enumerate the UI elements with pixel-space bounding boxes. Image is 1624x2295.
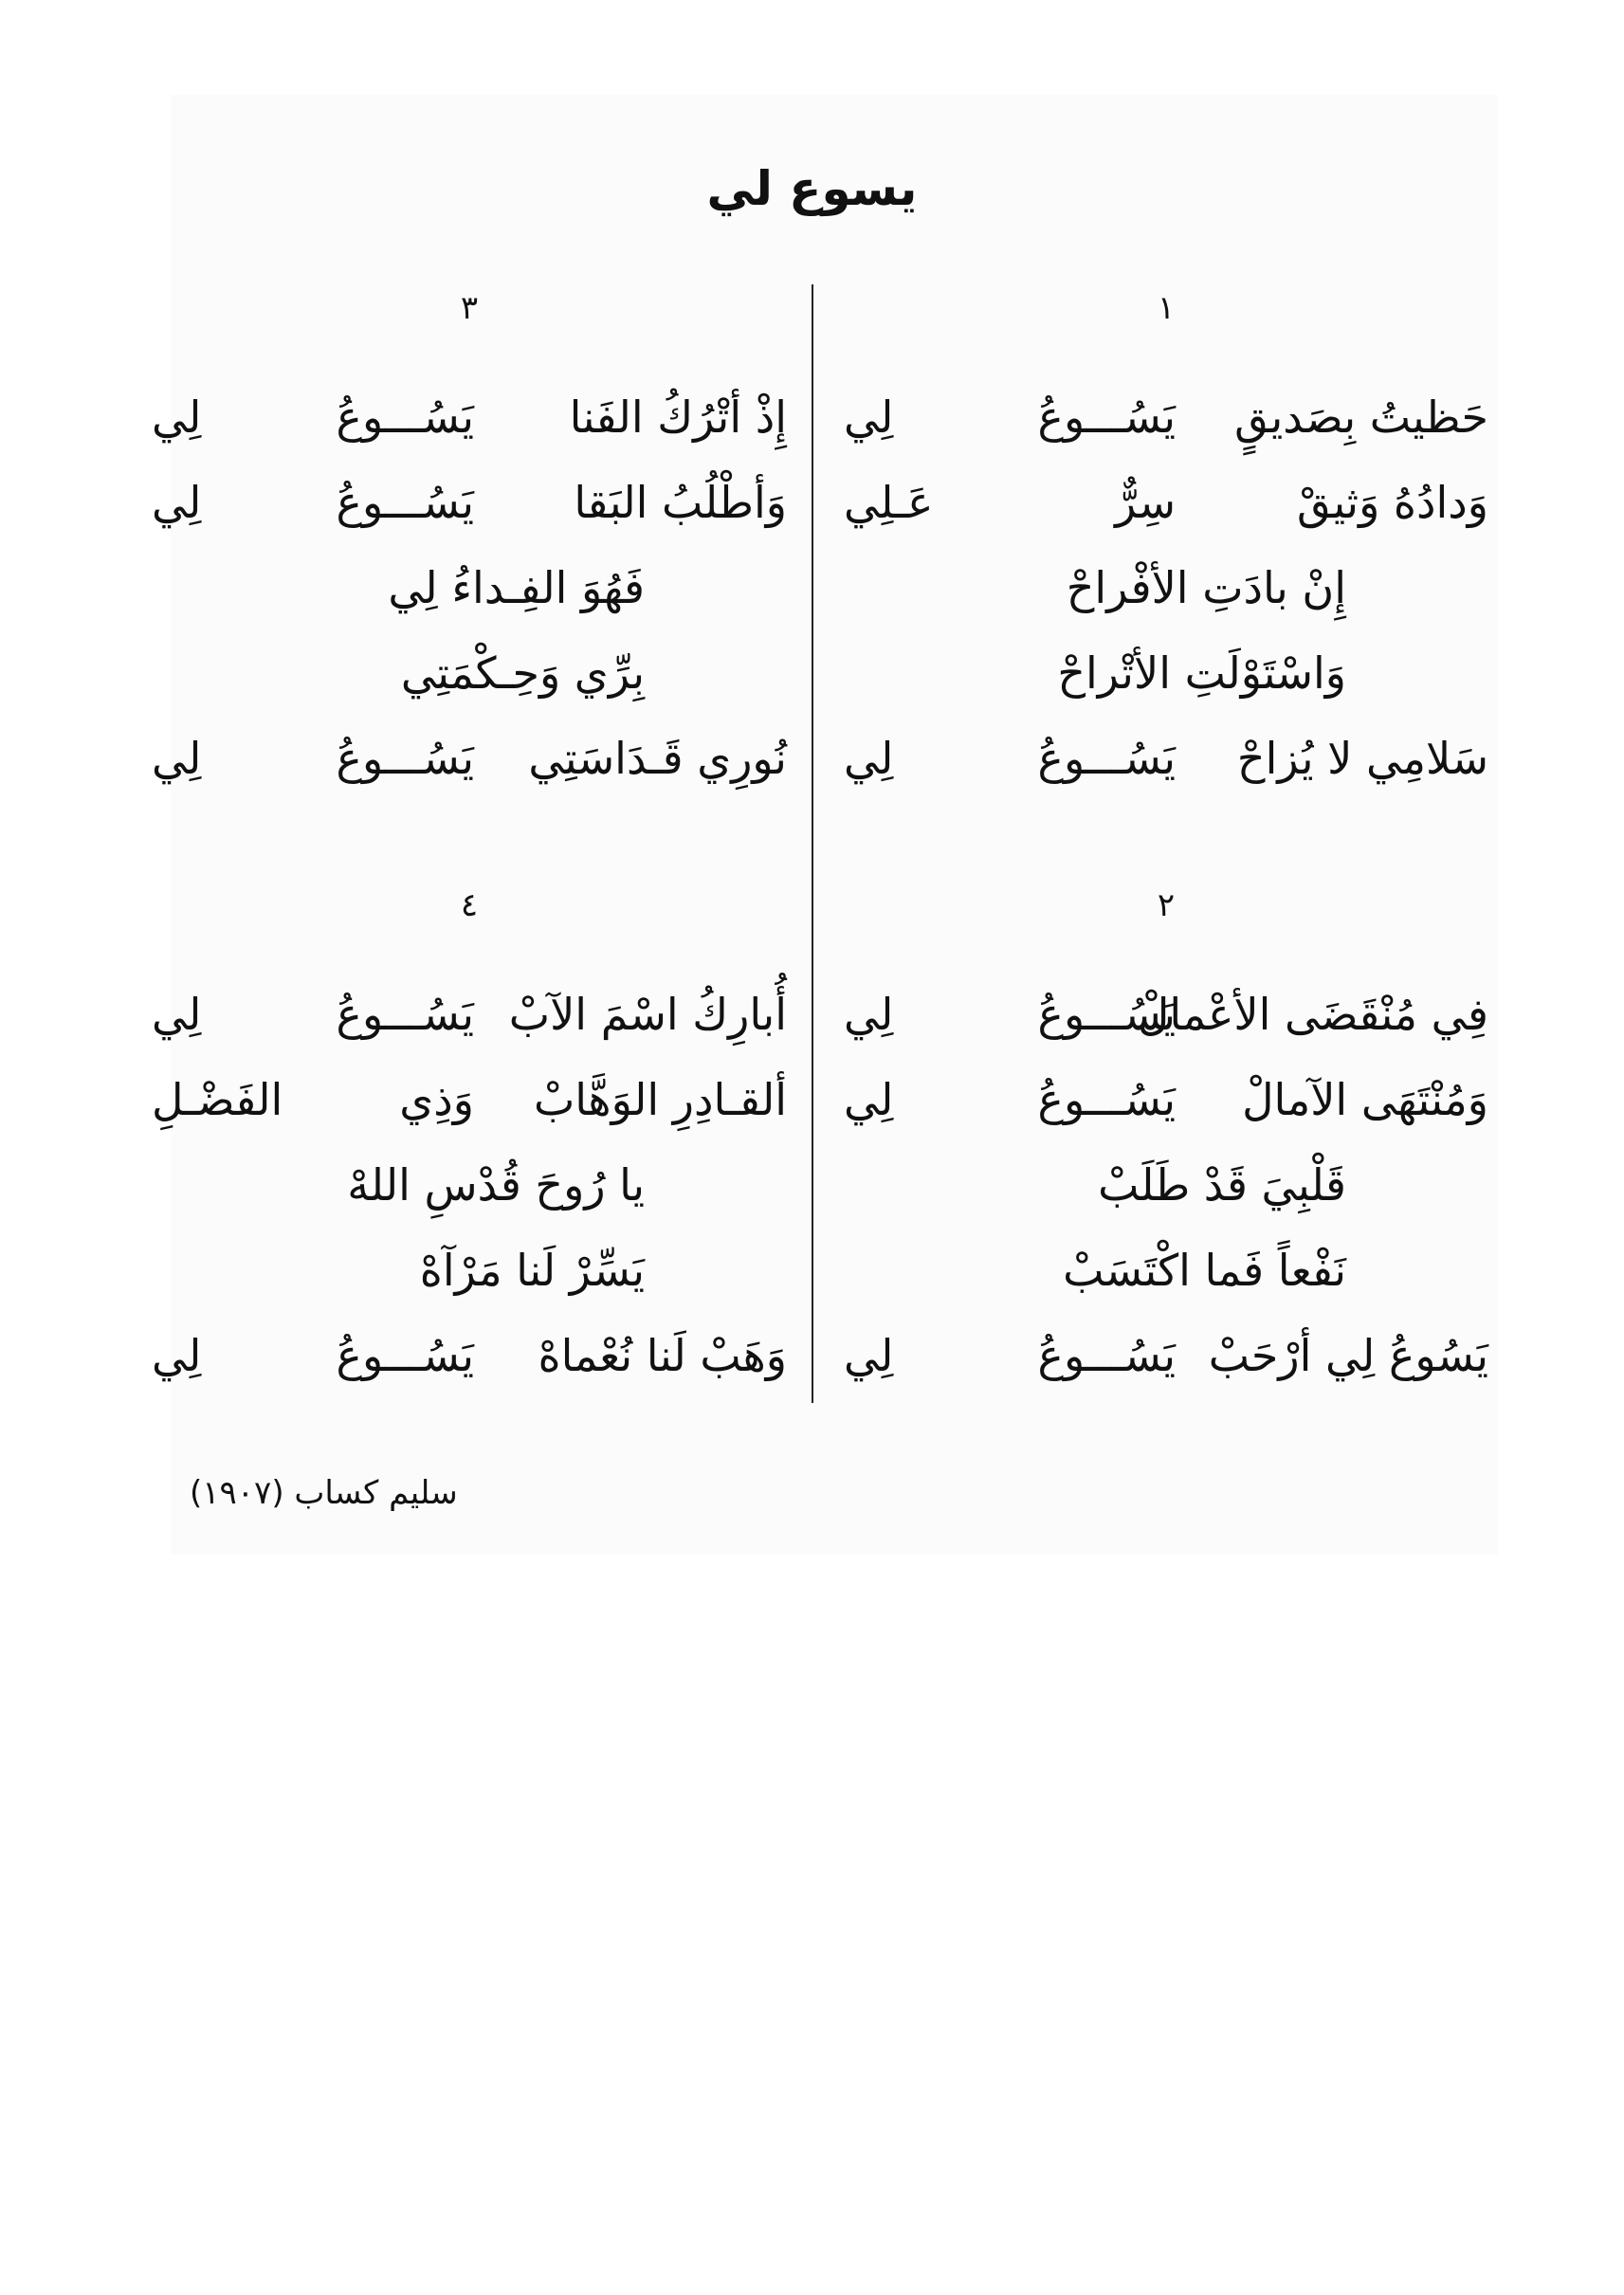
stanza-2 <box>844 886 1488 1417</box>
verse-text: وَاسْتَوْلَتِ الأتْراحْ <box>1057 647 1346 699</box>
verse-text: وَمُنْتَهَى الآمالْ <box>1242 1074 1488 1125</box>
stanza-number: ٣ <box>460 289 479 327</box>
verse-text: حَظيتُ بِصَديقٍ <box>1234 392 1488 443</box>
verse-refrain: يَسُـــوعُ <box>1037 392 1176 443</box>
verse-refrain: يَسُـــوعُ <box>336 392 474 443</box>
verse-line <box>844 981 1488 1047</box>
verse-line <box>152 725 787 792</box>
verse-text: يَسِّرْ لَنا مَرْآهْ <box>419 1245 645 1296</box>
verse-ending: لِي <box>152 477 202 528</box>
stanza-number: ٢ <box>1157 886 1176 924</box>
stanza-4 <box>152 886 787 1417</box>
verse-ending: لِي <box>152 733 202 784</box>
verse-text: أُبارِكُ اسْمَ الآبْ <box>508 989 787 1040</box>
verse-text: فَهُوَ الفِـداءُ لِي <box>388 562 645 613</box>
verse-refrain: يَسُـــوعُ <box>1037 1330 1176 1381</box>
verse-refrain: يَسُـــوعُ <box>1037 989 1176 1040</box>
verse-text: نُورِي قَـدَاسَتِي <box>528 733 787 784</box>
author-attribution: سليم كساب (١٩٠٧) <box>190 1474 458 1512</box>
stanza-number: ١ <box>1157 289 1176 327</box>
verse-line <box>844 725 1488 792</box>
verse-ending: عَـلِي <box>844 477 934 528</box>
verse-text: وَهَبْ لَنا نُعْماهْ <box>538 1330 787 1381</box>
verse-refrain: سِرٌّ <box>1115 477 1176 528</box>
stanza-number: ٤ <box>460 886 479 924</box>
verse-text: إِنْ بادَتِ الأفْراحْ <box>1066 562 1346 613</box>
verse-line <box>844 640 1488 706</box>
verse-text: نَفْعاً فَما اكْتَسَبْ <box>1063 1245 1346 1296</box>
verse-text: وَأطْلُبُ البَقا <box>574 477 787 528</box>
verse-text: فِي مُنْقَضَى الأعْمالْ <box>1137 989 1488 1040</box>
verse-refrain: يَسُـــوعُ <box>1037 1074 1176 1125</box>
verse-refrain: يَسُـــوعُ <box>336 477 474 528</box>
column-divider <box>812 284 813 1403</box>
verse-refrain: يَسُـــوعُ <box>336 1330 474 1381</box>
verse-text: إِذْ أتْرُكُ الفَنا <box>569 392 787 443</box>
hymn-title: يسوع لي <box>706 161 918 216</box>
verse-line <box>152 384 787 450</box>
verse-line <box>152 555 787 621</box>
verse-line <box>152 981 787 1047</box>
verse-ending: لِي <box>844 1330 894 1381</box>
verse-refrain: يَسُـــوعُ <box>336 989 474 1040</box>
verse-refrain: يَسُـــوعُ <box>1037 733 1176 784</box>
verse-line <box>152 1066 787 1133</box>
verse-line <box>844 1066 1488 1133</box>
verse-ending: لِي <box>152 989 202 1040</box>
verse-line <box>844 1237 1488 1303</box>
verse-refrain: يَسُـــوعُ <box>336 733 474 784</box>
verse-line <box>152 640 787 706</box>
stanza-3 <box>152 289 787 820</box>
verse-text: وَدادُهُ وَثيقْ <box>1297 477 1488 528</box>
verse-ending: لِي <box>844 392 894 443</box>
verse-line <box>152 1152 787 1218</box>
verse-line <box>152 1322 787 1389</box>
verse-text: يا رُوحَ قُدْسِ اللهْ <box>347 1159 645 1211</box>
verse-line <box>152 469 787 536</box>
verse-line <box>844 1152 1488 1218</box>
verse-ending: لِي <box>152 1330 202 1381</box>
verse-line <box>844 384 1488 450</box>
verse-ending: لِي <box>844 989 894 1040</box>
verse-text: بِرِّي وَحِـكْمَتِي <box>400 647 645 699</box>
verse-refrain: وَذِي <box>399 1074 474 1125</box>
verse-line <box>152 1237 787 1303</box>
verse-text: ألقـادِرِ الوَهَّابْ <box>533 1074 787 1125</box>
verse-line <box>844 1322 1488 1389</box>
verse-ending: لِي <box>844 733 894 784</box>
verse-text: قَلْبِيَ قَدْ طَلَبْ <box>1098 1159 1346 1211</box>
verse-line <box>844 469 1488 536</box>
verse-ending: لِي <box>152 392 202 443</box>
verse-text: يَسُوعُ لِي أرْحَبْ <box>1208 1330 1488 1381</box>
verse-line <box>844 555 1488 621</box>
verse-ending: الفَضْـلِ <box>152 1074 283 1125</box>
verse-text: سَلامِي لا يُزاحْ <box>1236 733 1488 784</box>
stanza-1 <box>844 289 1488 820</box>
verse-ending: لِي <box>844 1074 894 1125</box>
